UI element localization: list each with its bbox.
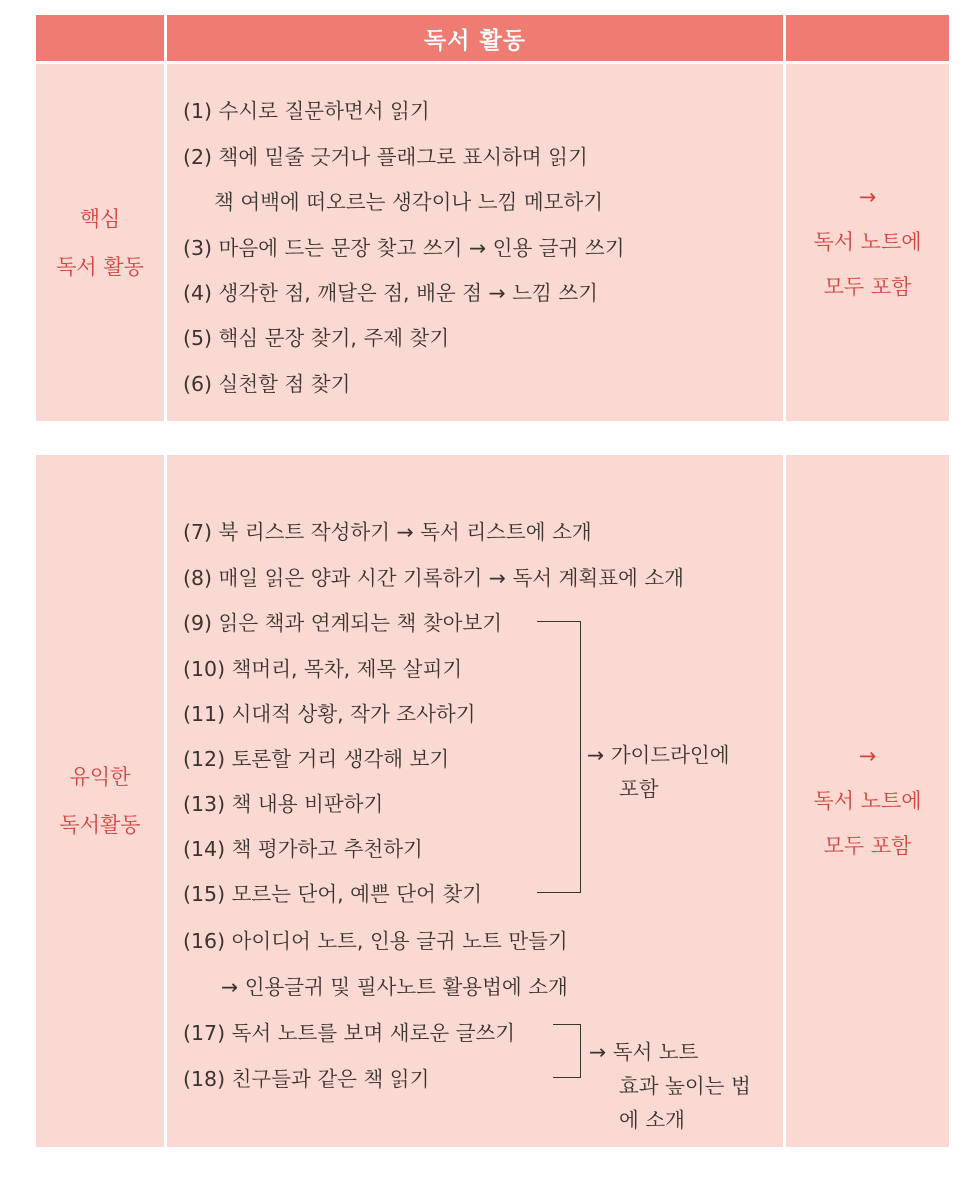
guideline-note (587, 738, 730, 806)
header-corner-left (36, 15, 164, 61)
list-item: (12) 토론할 거리 생각해 보기 (183, 747, 450, 771)
list-item: (17) 독서 노트를 보며 새로운 글쓰기 (183, 1021, 516, 1045)
section-useful-result-line1: 독서 노트에 (813, 788, 922, 813)
section-useful-result (786, 455, 949, 1147)
section-core-result (786, 64, 949, 421)
list-item: (15) 모르는 단어, 예쁜 단어 찾기 (183, 882, 483, 906)
table-header: 독서 활동 (167, 15, 783, 61)
header-corner-right (786, 15, 949, 61)
section-useful-label (36, 455, 164, 1147)
list-item: 책 여백에 떠오르는 생각이나 느낌 메모하기 (214, 190, 604, 214)
section-core-label (36, 64, 164, 421)
section-useful-result-line2: 모두 포함 (823, 833, 912, 858)
section-core-items (167, 64, 783, 421)
arrow-right-icon: → (858, 185, 877, 209)
section-useful-label-line2: 독서활동 (59, 813, 141, 837)
list-item: (5) 핵심 문장 찾기, 주제 찾기 (183, 326, 450, 350)
effect-note (589, 1035, 751, 1137)
guideline-note-line2: 포함 (619, 777, 659, 801)
section-useful-label-line1: 유익한 (69, 765, 131, 789)
bracket-guideline (537, 621, 581, 893)
section-core-label-line1: 핵심 (79, 206, 121, 231)
list-item: (2) 책에 밑줄 긋거나 플래그로 표시하며 읽기 (183, 145, 588, 169)
section-useful-items (167, 455, 783, 1147)
list-item: (9) 읽은 책과 연계되는 책 찾아보기 (183, 611, 503, 635)
list-item: (8) 매일 읽은 양과 시간 기록하기 → 독서 계획표에 소개 (183, 566, 684, 590)
arrow-right-icon: → (858, 743, 877, 768)
list-item: (1) 수시로 질문하면서 읽기 (183, 99, 430, 123)
list-item: (14) 책 평가하고 추천하기 (183, 837, 423, 861)
list-item: (11) 시대적 상황, 작가 조사하기 (183, 702, 476, 726)
section-core-result-line2: 모두 포함 (823, 275, 912, 299)
list-item: (7) 북 리스트 작성하기 → 독서 리스트에 소개 (183, 520, 592, 544)
list-item: (13) 책 내용 비판하기 (183, 792, 384, 816)
list-item: (10) 책머리, 목차, 제목 살피기 (183, 657, 463, 681)
list-item: (18) 친구들과 같은 책 읽기 (183, 1067, 430, 1091)
effect-note-line3: 에 소개 (619, 1108, 685, 1132)
list-item: (16) 아이디어 노트, 인용 글귀 노트 만들기 (183, 929, 568, 953)
list-item: (6) 실천할 점 찾기 (183, 372, 351, 396)
section-core-result-line1: 독서 노트에 (813, 230, 922, 254)
effect-note-line2: 효과 높이는 법 (619, 1074, 751, 1098)
list-item: (3) 마음에 드는 문장 찾고 쓰기 → 인용 글귀 쓰기 (183, 236, 625, 260)
section-core-label-line2: 독서 활동 (56, 254, 144, 279)
effect-note-line1: → 독서 노트 (589, 1040, 699, 1064)
list-item: (4) 생각한 점, 깨달은 점, 배운 점 → 느낌 쓰기 (183, 281, 598, 305)
list-item: → 인용글귀 및 필사노트 활용법에 소개 (221, 975, 568, 999)
guideline-note-line1: → 가이드라인에 (587, 743, 730, 767)
bracket-effect (553, 1024, 581, 1078)
